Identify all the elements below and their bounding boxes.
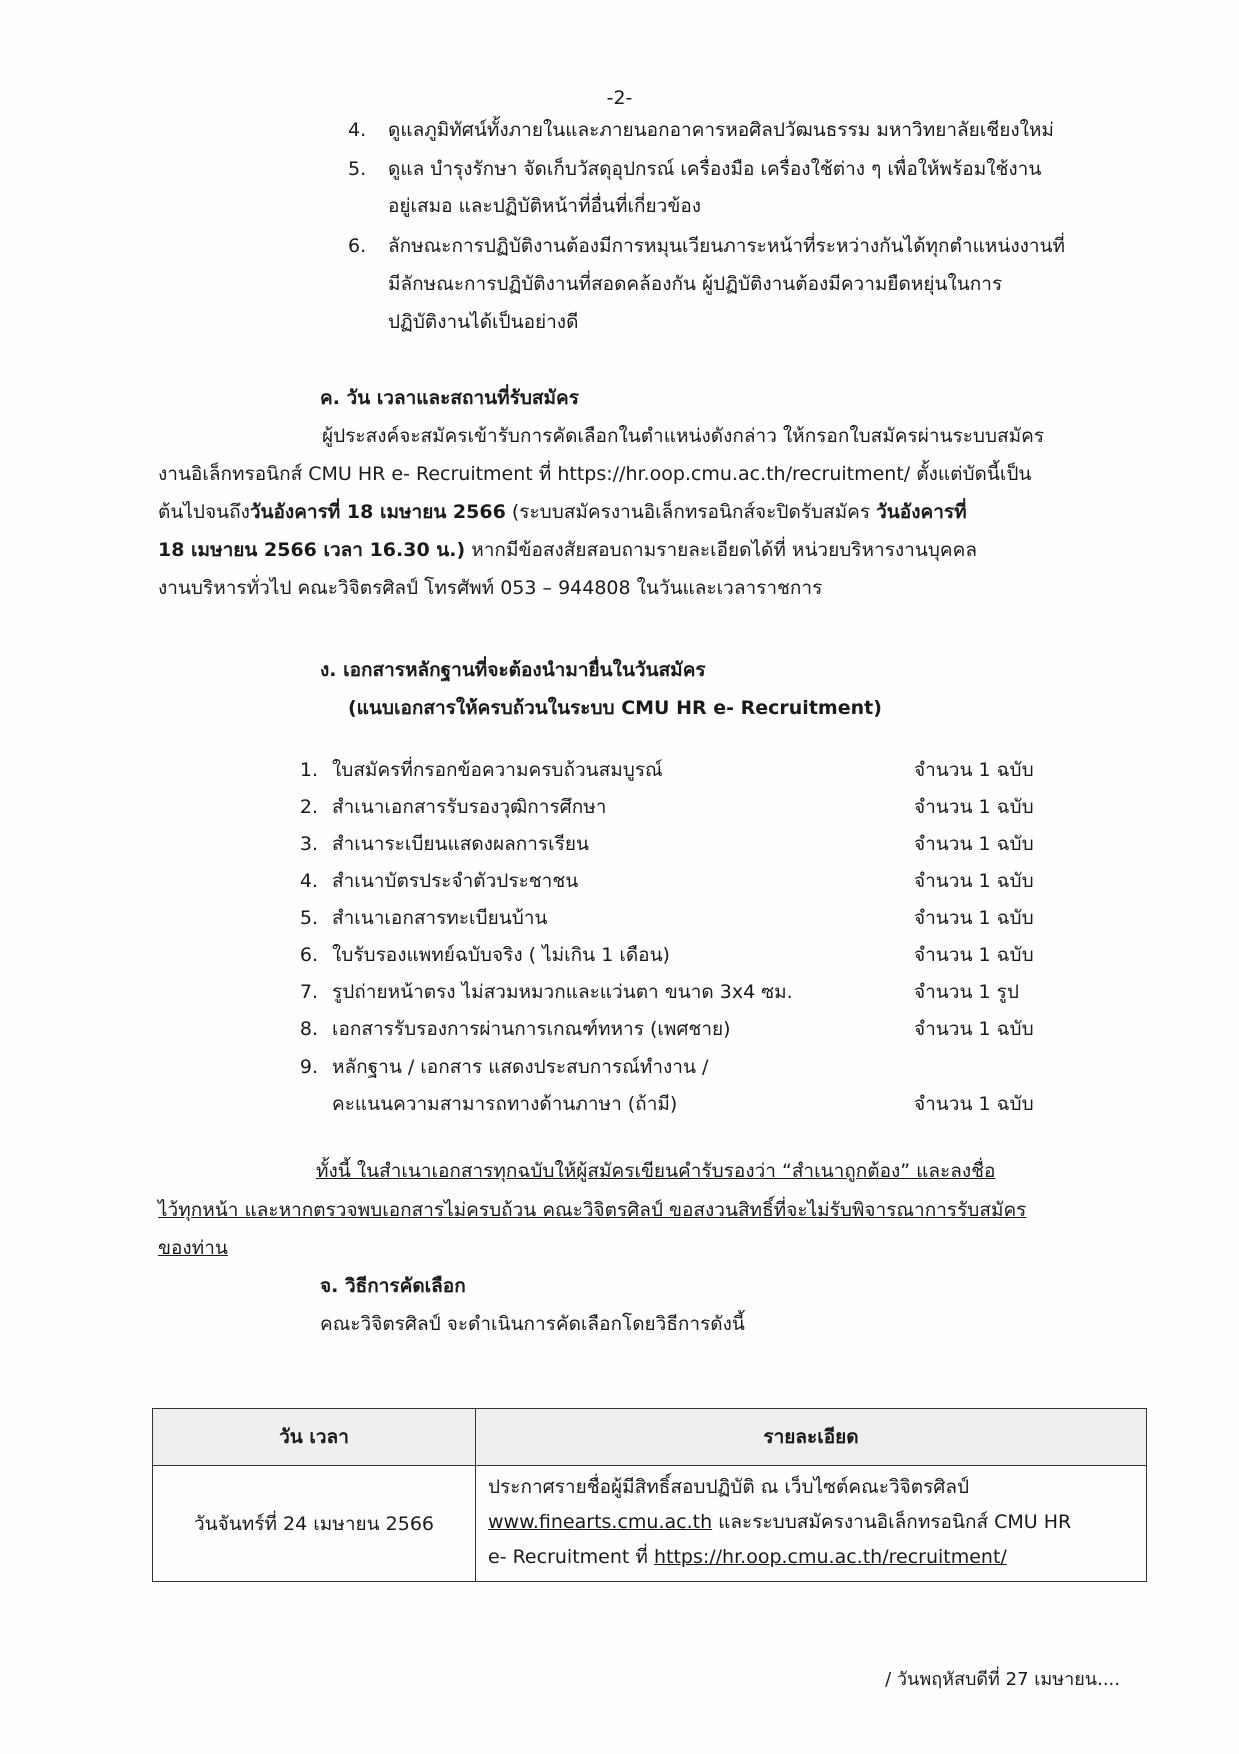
document-qty: จำนวน 1 ฉบับ xyxy=(914,759,1034,781)
document-item xyxy=(288,1086,1068,1122)
detail-line-1: ประกาศรายชื่อผู้มีสิทธิ์สอบปฏิบัติ ณ เว็บไซต์คณะวิจิตรศิลป์ xyxy=(488,1476,970,1498)
document-item xyxy=(288,937,1068,973)
section-c-line-5: งานบริหารทั่วไป คณะวิจิตรศิลป์ โทรศัพท์ 053 – 944808 ในวันและเวลาราชการ xyxy=(158,577,823,599)
section-c-line-1: ผู้ประสงค์จะสมัครเข้ารับการคัดเลือกในตำแหน่งดังกล่าว ให้กรอกใบสมัครผ่านระบบสมัคร xyxy=(322,425,1045,447)
document-qty: จำนวน 1 ฉบับ xyxy=(914,870,1034,892)
document-text: สำเนาเอกสารทะเบียนบ้าน xyxy=(332,907,548,929)
document-number: 7. xyxy=(299,981,318,1003)
header-date: วัน เวลา xyxy=(153,1409,476,1466)
duty-4-number: 4. xyxy=(348,119,367,141)
document-qty: จำนวน 1 รูป xyxy=(914,981,1019,1003)
duty-6-line-2: มีลักษณะการปฏิบัติงานที่สอดคล้องกัน ผู้ปฏิบัติงานต้องมีความยืดหยุ่นในการ xyxy=(388,273,1003,295)
document-number: 3. xyxy=(299,833,318,855)
section-d-heading: ง. เอกสารหลักฐานที่จะต้องนำมายื่นในวันสมัคร xyxy=(320,659,706,681)
section-c-line-3a: ต้นไปจนถึง xyxy=(158,501,250,523)
detail-line-2 xyxy=(488,1505,1136,1540)
document-item xyxy=(288,752,1068,788)
finearts-website-link[interactable]: www.finearts.cmu.ac.th xyxy=(488,1511,713,1533)
document-item xyxy=(288,974,1068,1010)
schedule-date: วันจันทร์ที่ 24 เมษายน 2566 xyxy=(153,1466,476,1582)
continuation-note: / วันพฤหัสบดีที่ 27 เมษายน.... xyxy=(885,1669,1120,1690)
document-number: 5. xyxy=(299,907,318,929)
document-qty: จำนวน 1 ฉบับ xyxy=(914,833,1034,855)
certify-note-line-2: ไว้ทุกหน้า และหากตรวจพบเอกสารไม่ครบถ้วน คณะวิจิตรศิลป์ ขอสงวนสิทธิ์ที่จะไม่รับพิจารณาการรับสมัคร xyxy=(158,1199,1027,1221)
document-item xyxy=(288,863,1068,899)
duty-5-line-1: ดูแล บำรุงรักษา จัดเก็บวัสดุอุปกรณ์ เครื่องมือ เครื่องใช้ต่าง ๆ เพื่อให้พร้อมใช้งาน xyxy=(388,158,1042,180)
document-text: สำเนาบัตรประจำตัวประชาชน xyxy=(332,870,579,892)
certify-note-line-3: ของท่าน xyxy=(158,1237,228,1259)
document-item xyxy=(288,900,1068,936)
document-text: รูปถ่ายหน้าตรง ไม่สวมหมวกและแว่นตา ขนาด 3x4 ซม. xyxy=(332,981,793,1003)
document-number: 2. xyxy=(299,796,318,818)
document-number: 4. xyxy=(299,870,318,892)
section-c-line-3d: วันอังคารที่ xyxy=(876,501,967,523)
document-text: หลักฐาน / เอกสาร แสดงประสบการณ์ทำงาน / xyxy=(332,1056,709,1078)
certify-note-line-1: ทั้งนี้ ในสำเนาเอกสารทุกฉบับให้ผู้สมัครเขียนคำรับรองว่า “สำเนาถูกต้อง” และลงชื่อ xyxy=(316,1160,996,1182)
document-text: คะแนนความสามารถทางด้านภาษา (ถ้ามี) xyxy=(332,1093,678,1115)
document-qty: จำนวน 1 ฉบับ xyxy=(914,907,1034,929)
detail-line-2-text: และระบบสมัครงานอิเล็กทรอนิกส์ CMU HR xyxy=(712,1511,1072,1533)
table-row xyxy=(153,1466,1147,1582)
duty-6-line-3: ปฏิบัติงานได้เป็นอย่างดี xyxy=(388,311,579,333)
document-number: 8. xyxy=(299,1018,318,1040)
section-e-intro: คณะวิจิตรศิลป์ จะดำเนินการคัดเลือกโดยวิธีการดังนี้ xyxy=(320,1313,745,1335)
document-qty: จำนวน 1 ฉบับ xyxy=(914,1093,1034,1115)
section-c-heading: ค. วัน เวลาและสถานที่รับสมัคร xyxy=(320,387,579,409)
page-number: -2- xyxy=(606,87,633,109)
detail-line-3-text: e- Recruitment ที่ xyxy=(488,1546,654,1568)
section-c-line-3c: (ระบบสมัครงานอิเล็กทรอนิกส์จะปิดรับสมัคร xyxy=(505,501,877,523)
document-number: 9. xyxy=(299,1056,318,1078)
section-c-line-2: งานอิเล็กทรอนิกส์ CMU HR e- Recruitment ที่ https://hr.oop.cmu.ac.th/recruitment/ ตั้งแต่บัดนี้เป็น xyxy=(158,463,1032,485)
header-detail: รายละเอียด xyxy=(476,1409,1147,1466)
duty-6-number: 6. xyxy=(348,235,367,257)
document-text: เอกสารรับรองการผ่านการเกณฑ์ทหาร (เพศชาย) xyxy=(332,1018,731,1040)
document-qty: จำนวน 1 ฉบับ xyxy=(914,1018,1034,1040)
detail-line-3 xyxy=(488,1540,1136,1575)
document-number: 6. xyxy=(299,944,318,966)
document-item xyxy=(288,1049,1068,1085)
document-qty: จำนวน 1 ฉบับ xyxy=(914,796,1034,818)
duty-5-line-2: อยู่เสมอ และปฏิบัติหน้าที่อื่นที่เกี่ยวข้อง xyxy=(388,195,702,217)
document-item xyxy=(288,1011,1068,1047)
section-d-subheading: (แนบเอกสารให้ครบถ้วนในระบบ CMU HR e- Recruitment) xyxy=(348,697,882,719)
document-qty: จำนวน 1 ฉบับ xyxy=(914,944,1034,966)
closing-time: 18 เมษายน 2566 เวลา 16.30 น.) xyxy=(158,539,466,561)
document-item xyxy=(288,789,1068,825)
document-number: 1. xyxy=(299,759,318,781)
section-c-line-4 xyxy=(158,532,977,568)
document-item xyxy=(288,826,1068,862)
table-header-row xyxy=(153,1409,1147,1466)
selection-schedule-table xyxy=(152,1408,1147,1582)
document-text: ใบสมัครที่กรอกข้อความครบถ้วนสมบูรณ์ xyxy=(332,759,663,781)
document-text: ใบรับรองแพทย์ฉบับจริง ( ไม่เกิน 1 เดือน) xyxy=(332,944,670,966)
duty-6-line-1: ลักษณะการปฏิบัติงานต้องมีการหมุนเวียนภาระหน้าที่ระหว่างกันได้ทุกตำแหน่งงานที่ xyxy=(388,235,1066,257)
section-c-line-3 xyxy=(158,494,967,530)
section-e-heading: จ. วิธีการคัดเลือก xyxy=(320,1275,466,1297)
duty-4-line-1: ดูแลภูมิทัศน์ทั้งภายในและภายนอกอาคารหอศิลปวัฒนธรรม มหาวิทยาลัยเชียงใหม่ xyxy=(388,119,1054,141)
recruitment-link[interactable]: https://hr.oop.cmu.ac.th/recruitment/ xyxy=(653,1546,1007,1568)
document-text: สำเนาเอกสารรับรองวุฒิการศึกษา xyxy=(332,796,607,818)
duty-5-number: 5. xyxy=(348,158,367,180)
document-text: สำเนาระเบียนแสดงผลการเรียน xyxy=(332,833,589,855)
section-c-line-4b: หากมีข้อสงสัยสอบถามรายละเอียดได้ที่ หน่วยบริหารงานบุคคล xyxy=(465,539,977,561)
schedule-detail xyxy=(476,1466,1147,1582)
closing-date: วันอังคารที่ 18 เมษายน 2566 xyxy=(249,501,506,523)
